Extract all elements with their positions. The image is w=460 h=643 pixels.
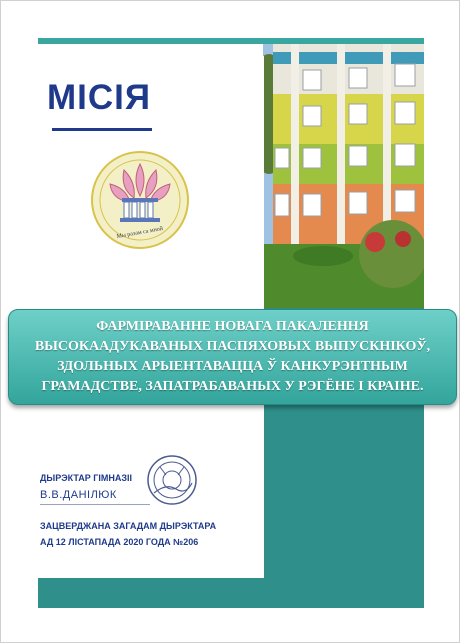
page-title: МІСІЯ bbox=[47, 78, 152, 117]
director-label: ДЫРЭКТАР ГІМНАЗІІ bbox=[40, 473, 133, 483]
logo-caption: Мы разам са мной bbox=[116, 225, 164, 241]
mission-line-4: ГРАМАДСТВЕ, ЗАПАТРАБАВАНЫХ У РЭГЁНЕ І КРАІНЕ. bbox=[41, 379, 424, 394]
mission-line-2: ВЫСОКААДУКАВАНЫХ ПАСПЯХОВЫХ ВЫПУСКНІКОЎ, bbox=[34, 339, 431, 354]
title-underline bbox=[52, 128, 152, 131]
mission-statement bbox=[27, 317, 438, 397]
signature-underline bbox=[40, 504, 150, 505]
mission-banner bbox=[8, 309, 457, 405]
director-name: В.В.ДАНІЛЮК bbox=[40, 489, 117, 501]
school-building-photo bbox=[263, 44, 424, 308]
school-emblem-icon bbox=[90, 150, 190, 250]
approval-line-2: АД 12 ЛІСТАПАДА 2020 ГОДА №206 bbox=[40, 537, 199, 547]
approval-line-1: ЗАЦВЕРДЖАНА ЗАГАДАМ ДЫРЭКТАРА bbox=[40, 521, 217, 531]
mission-line-1: ФАРМІРАВАННЕ НОВАГА ПАКАЛЕННЯ bbox=[96, 319, 369, 334]
official-seal-icon bbox=[146, 453, 198, 507]
mission-line-3: ЗДОЛЬНЫХ АРЫЕНТАВАЦЦА Ў КАНКУРЭНТНЫМ bbox=[57, 359, 408, 374]
